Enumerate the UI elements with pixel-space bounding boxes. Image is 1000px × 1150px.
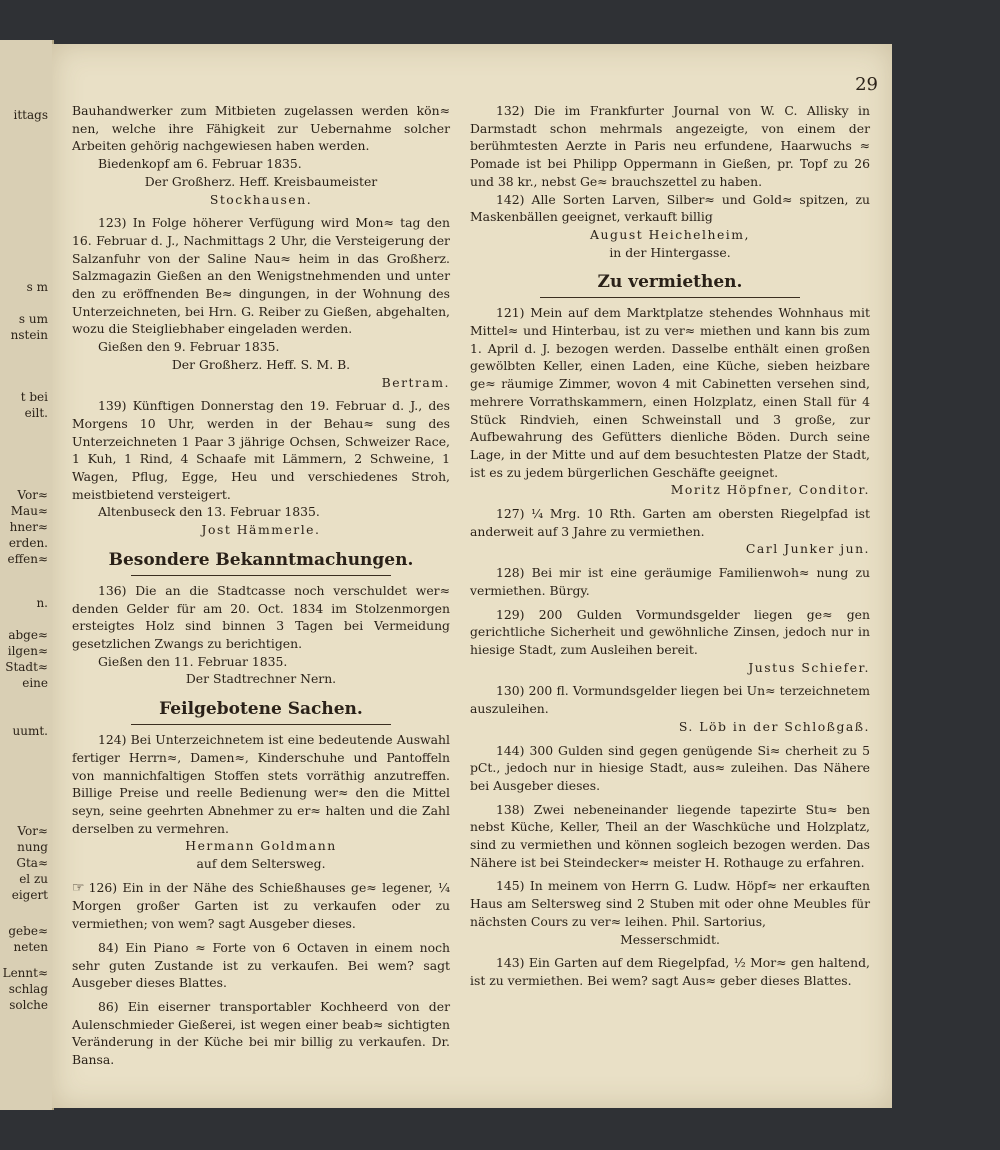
notice-paragraph: 86) Ein eiserner transportabler Kochheerd von der Aulenschmieder Gießerei, ist wegen einer beab≈ sichtigten Veränderung in der Küche bei mir billig zu verkaufen. Dr. Bansa. bbox=[72, 998, 450, 1068]
notice-signature: S. Löb in der Schloßgaß. bbox=[678, 718, 870, 734]
notice-paragraph: 139) Künftigen Donnerstag den 19. Februar d. J., des Morgens 10 Uhr, werden in der Behau≈ sung des Unterzeichneten 1 Paar 3 jährige Ochsen, Schweizer Race, 1 Kuh, 1 Rind, 4 Schaafe mit Lämmern, 2 Schweine, 1 Wagen, Pflug, Egge, Heu und verschiedenes Stroh, meistbietend versteigert. bbox=[72, 398, 450, 502]
left-page-fragment: ilgen≈ bbox=[7, 644, 48, 658]
left-page-fragment: Stadt≈ bbox=[5, 660, 48, 674]
left-page-fragment: nstein bbox=[10, 328, 48, 342]
left-page-fragment: effen≈ bbox=[7, 552, 48, 566]
notice-signature: auf dem Seltersweg. bbox=[196, 856, 326, 872]
left-page-fragment: n. bbox=[36, 596, 48, 610]
left-page-fragment: erden. bbox=[8, 536, 48, 550]
section-heading: Zu vermiethen. bbox=[597, 272, 743, 293]
notice-signature: Jost Hämmerle. bbox=[201, 522, 321, 538]
notice-paragraph: 130) 200 fl. Vormundsgelder liegen bei Un≈ terzeichnetem auszuleihen. bbox=[470, 683, 870, 717]
notice-paragraph: 84) Ein Piano ≈ Forte von 6 Octaven in einem noch sehr guten Zustande ist zu verkaufen. Bei wem? sagt Ausgeber dieses Blattes. bbox=[72, 939, 450, 991]
notice-paragraph: 123) In Folge höherer Verfügung wird Mon≈ tag den 16. Februar d. J., Nachmittags 2 Uhr, die Versteigerung der Salzanfuhr von der Saline Nau≈ heim in das Großherz. Salzmagazin Gießen an den Wenigstnehmenden und unter den zu eröffnenden Be≈ dingungen, in der Wohnung des Unterzeichneten, bei Hrn. G. Reiber zu Gießen, abgehalten, wozu die Steigliebhaber eingeladen werden. bbox=[72, 215, 450, 337]
heading-underline bbox=[540, 297, 800, 298]
right-column bbox=[470, 102, 870, 990]
notice-paragraph: 128) Bei mir ist eine geräumige Familienwoh≈ nung zu vermiethen. Bürgy. bbox=[470, 565, 870, 598]
notice-signature: Bertram. bbox=[381, 374, 450, 390]
notice-signature: Stockhausen. bbox=[209, 191, 313, 207]
notice-text: 126) Ein in der Nähe des Schießhauses ge≈ legener, ¼ Morgen großer Garten ist zu verkaufen oder zu vermiethen; von wem? sagt Ausgeber dieses. bbox=[72, 879, 450, 932]
left-page-fragment: s um bbox=[18, 312, 48, 326]
notice-paragraph: 127) ¼ Mrg. 10 Rth. Garten am obersten Riegelpfad ist anderweit auf 3 Jahre zu vermiethen. bbox=[470, 506, 870, 539]
notice-paragraph: Biedenkopf am 6. Februar 1835. bbox=[98, 156, 302, 172]
notice-signature: Justus Schiefer. bbox=[748, 659, 870, 675]
notice-signature: in der Hintergasse. bbox=[609, 244, 731, 260]
section-heading: Besondere Bekanntmachungen. bbox=[108, 549, 414, 570]
left-page-edge bbox=[0, 40, 54, 1110]
notice-signature: Der Großherz. Heff. Kreisbaumeister bbox=[144, 173, 378, 189]
notice-paragraph: 145) In meinem von Herrn G. Ludw. Höpf≈ ner erkauften Haus am Seltersweg sind 2 Stuben mit oder ohne Meubles für nächsten Cours zu ver≈ leihen. Phil. Sartorius, bbox=[470, 878, 870, 929]
notice-signature: Der Großherz. Heff. S. M. B. bbox=[171, 356, 351, 372]
page-number: 29 bbox=[855, 74, 878, 95]
heading-underline bbox=[131, 575, 391, 576]
left-page-fragment: eine bbox=[22, 676, 48, 690]
notice-paragraph bbox=[72, 879, 450, 933]
notice-signature: Carl Junker jun. bbox=[745, 541, 870, 557]
notice-signature: August Heichelheim, bbox=[590, 226, 750, 242]
notice-paragraph: Altenbuseck den 13. Februar 1835. bbox=[98, 504, 320, 520]
left-page-fragment: Mau≈ bbox=[10, 504, 48, 518]
left-page-fragment: abge≈ bbox=[8, 628, 48, 642]
notice-paragraph: 138) Zwei nebeneinander liegende tapezirte Stu≈ ben nebst Küche, Keller, Theil an der Waschküche und Holzplatz, sind zu vermiethen und können sogleich bezogen werden. Das Nähere ist bei Steindecker≈ meister H. Rothauge zu erfahren. bbox=[470, 801, 870, 870]
notice-signature: Messerschmidt. bbox=[620, 931, 720, 947]
left-page-fragment: uumt. bbox=[12, 724, 48, 738]
notice-paragraph: Gießen den 11. Februar 1835. bbox=[98, 653, 288, 669]
notice-paragraph: 143) Ein Garten auf dem Riegelpfad, ½ Mor≈ gen haltend, ist zu vermiethen. Bei wem? sagt Aus≈ geber dieses Blattes. bbox=[470, 955, 870, 988]
left-page-fragment: Gta≈ bbox=[16, 856, 48, 870]
pointing-hand-icon: ☞ bbox=[72, 879, 85, 896]
heading-underline bbox=[131, 724, 391, 725]
left-page-fragment: eigert bbox=[11, 888, 48, 902]
notice-paragraph: Gießen den 9. Februar 1835. bbox=[98, 339, 280, 355]
notice-paragraph: 144) 300 Gulden sind gegen genügende Si≈ cherheit zu 5 pCt., jedoch nur in hiesige Stadt, aus≈ zuleihen. Das Nähere bei Ausgeber dieses. bbox=[470, 742, 870, 793]
left-page-fragment: schlag bbox=[8, 982, 48, 996]
left-page-fragment: t bei bbox=[20, 390, 48, 404]
notice-paragraph: Bauhandwerker zum Mitbieten zugelassen werden kön≈ nen, welche ihre Fähigkeit zur Uebernahme solcher Arbeiten gehörig nachgewiesen haben werden. bbox=[72, 103, 450, 154]
left-page-fragment: neten bbox=[13, 940, 48, 954]
notice-paragraph: 129) 200 Gulden Vormundsgelder liegen ge≈ gen gerichtliche Sicherheit und gewöhnliche Zinsen, jedoch nur in hiesige Stadt, zum Ausleihen bereit. bbox=[470, 606, 870, 657]
notice-signature: Hermann Goldmann bbox=[185, 838, 337, 854]
left-page-fragment: ittags bbox=[13, 108, 48, 122]
notice-signature: Moritz Höpfner, Conditor. bbox=[670, 482, 870, 498]
left-page-fragment: eilt. bbox=[24, 406, 48, 420]
notice-paragraph: 124) Bei Unterzeichnetem ist eine bedeutende Auswahl fertiger Herrn≈, Damen≈, Kinderschuhe und Pantoffeln von mannichfaltigen Stoffen stets vorräthig anzutreffen. Billige Preise und reelle Bedienung wer≈ den die Mittel seyn, seine geehrten Abnehmer zu er≈ halten und die Zahl derselben zu vermehren. bbox=[72, 732, 450, 836]
left-page-fragment: s m bbox=[26, 280, 48, 294]
newspaper-page bbox=[52, 44, 892, 1108]
left-page-fragment: gebe≈ bbox=[8, 924, 48, 938]
left-page-fragment: Vor≈ bbox=[17, 824, 48, 838]
notice-signature: Der Stadtrechner Nern. bbox=[185, 671, 337, 687]
left-page-fragment: Vor≈ bbox=[17, 488, 48, 502]
left-page-fragment: hner≈ bbox=[9, 520, 48, 534]
left-column bbox=[72, 102, 450, 1069]
notice-paragraph: 132) Die im Frankfurter Journal von W. C. Allisky in Darmstadt schon mehrmals angezeigte, von einem der berühmtesten Aerzte in Paris neu erfundene, Haarwuchs ≈ Pomade ist bei Philipp Oppermann in Gießen, pr. Topf zu 26 und 38 kr., nebst Ge≈ brauchszettel zu haben. bbox=[470, 103, 870, 189]
left-page-fragment: Lennt≈ bbox=[2, 966, 48, 980]
left-page-fragment: solche bbox=[9, 998, 48, 1012]
notice-paragraph: 121) Mein auf dem Marktplatze stehendes Wohnhaus mit Mittel≈ und Hinterbau, ist zu ver≈ miethen und kann bis zum 1. April d. J. bezogen werden. Dasselbe enthält einen großen gewölbten Keller, einen Laden, eine Küche, sieben heizbare ge≈ räumige Zimmer, wovon 4 mit Cabinetten versehen sind, mehrere Vorrathskammern, einen Holzplatz, einen Stall für 4 Stück Rindvieh, einen Schweinstall und 3 große, zur Aufbewahrung des Gefütters dienliche Böden. Durch seine Lage, in der Mitte und auf dem besuchtesten Platze der Stadt, ist es zu jedem bürgerlichen Geschäfte geeignet. bbox=[470, 305, 870, 480]
left-page-fragment: nung bbox=[17, 840, 48, 854]
notice-paragraph: 142) Alle Sorten Larven, Silber≈ und Gold≈ spitzen, zu Maskenbällen geeignet, verkauft billig bbox=[470, 191, 870, 225]
notice-paragraph: 136) Die an die Stadtcasse noch verschuldet wer≈ denden Gelder für am 20. Oct. 1834 im Stolzenmorgen ersteigtes Holz sind binnen 3 Tagen bei Vermeidung gesetzlichen Zwangs zu berichtigen. bbox=[72, 582, 450, 651]
section-heading: Feilgebotene Sachen. bbox=[159, 699, 363, 720]
left-page-fragment: el zu bbox=[19, 872, 48, 886]
